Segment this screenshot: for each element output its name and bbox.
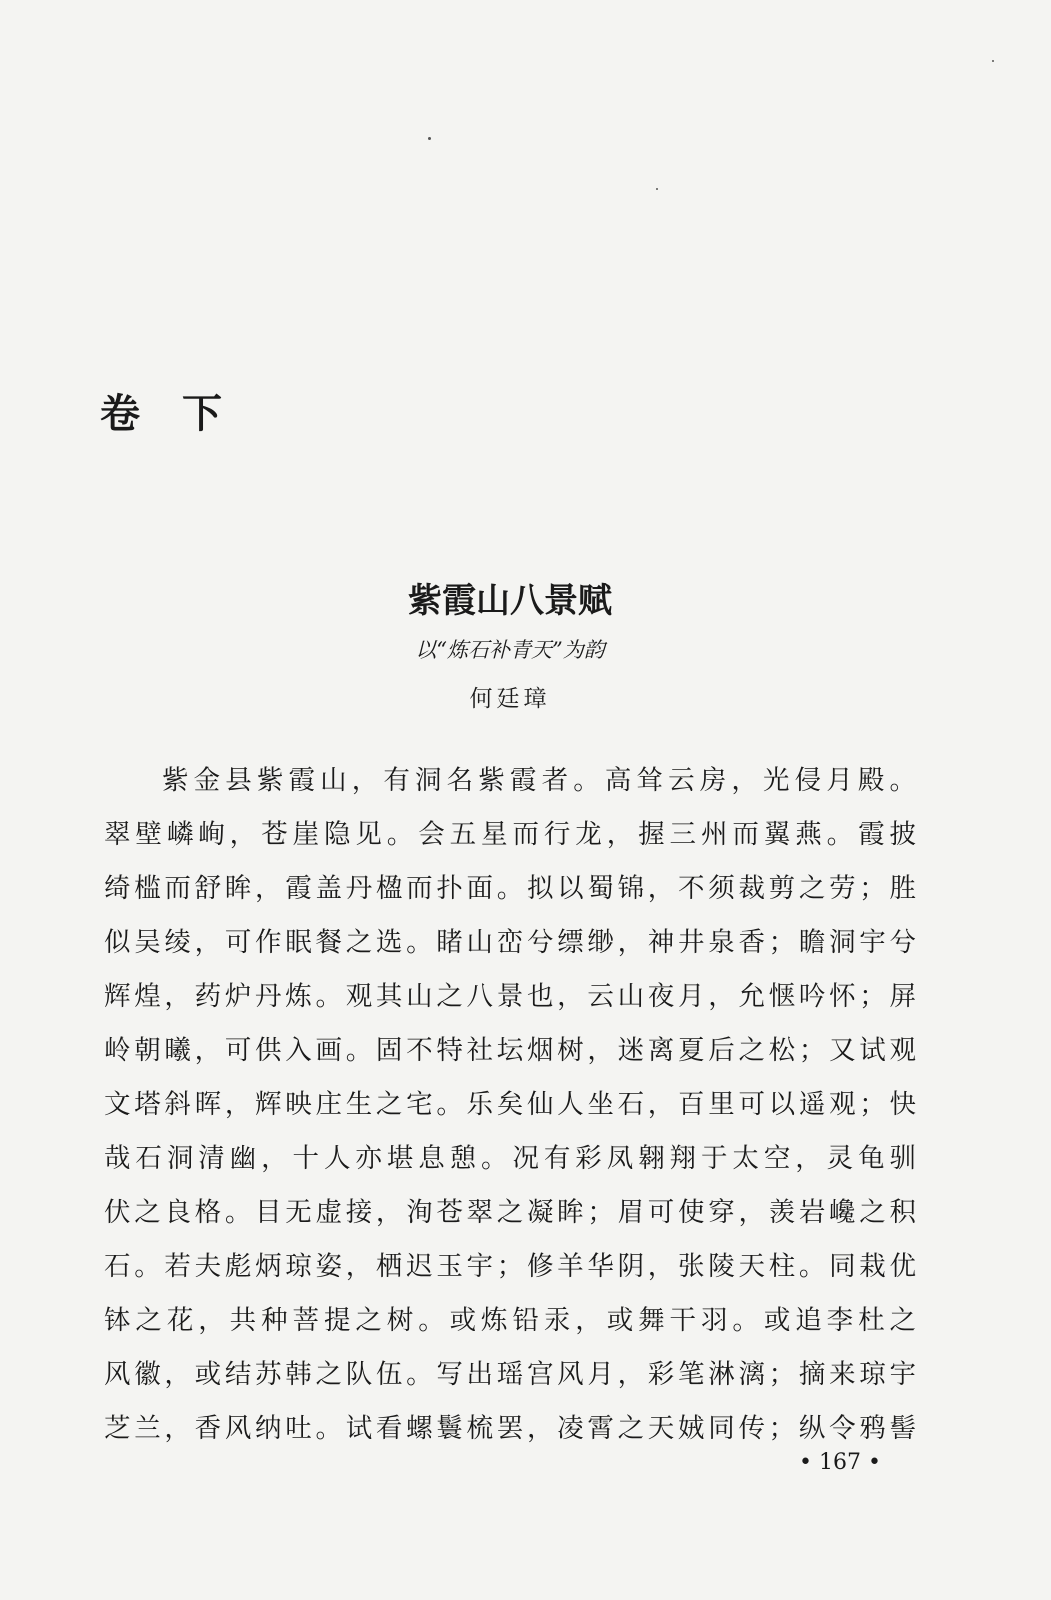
paper-speck bbox=[992, 60, 994, 62]
poem-title: 紫霞山八景赋 bbox=[408, 581, 612, 621]
paper-speck bbox=[428, 137, 431, 140]
text-line: 钵之花，共种菩提之树。或炼铅汞，或舞干羽。或追李杜之 bbox=[104, 1305, 916, 1336]
body-text bbox=[104, 754, 916, 1456]
text-line: 文塔斜晖，辉映庄生之宅。乐矣仙人坐石，百里可以遥观；快 bbox=[104, 1089, 916, 1120]
text-line: 石。若夫彪炳琼姿，栖迟玉宇；修羊华阴，张陵天柱。同栽优 bbox=[104, 1251, 916, 1282]
text-line: 似吴绫，可作眠餐之选。睹山峦兮缥缈，神井泉香；瞻洞宇兮 bbox=[104, 927, 916, 958]
paper-speck bbox=[656, 188, 658, 190]
text-line: 绮槛而舒眸，霞盖丹楹而扑面。拟以蜀锦，不须裁剪之劳；胜 bbox=[104, 873, 916, 904]
text-line: 紫金县紫霞山，有洞名紫霞者。高耸云房，光侵月殿。 bbox=[162, 765, 916, 796]
text-line: 翠壁嶙峋，苍崖隐见。会五星而行龙，握三州而翼燕。霞披 bbox=[104, 819, 916, 850]
text-line: 风徽，或结苏韩之队伍。写出瑶宫风月，彩笔淋漓；摘来琼宇 bbox=[104, 1359, 916, 1390]
text-line: 哉石洞清幽，十人亦堪息憩。况有彩凤翱翔于太空，灵龟驯 bbox=[104, 1143, 916, 1174]
text-line: 岭朝曦，可供入画。固不特社坛烟树，迷离夏后之松；又试观 bbox=[104, 1035, 916, 1066]
poem-subtitle: 以“炼石补青天”为韵 bbox=[415, 638, 605, 662]
page-number: • 167 • bbox=[799, 1450, 881, 1475]
poem-author: 何廷璋 bbox=[469, 686, 551, 712]
text-line: 伏之良格。目无虚接，洵苍翠之凝眸；眉可使穿，羡岩巉之积 bbox=[104, 1197, 916, 1228]
text-line: 辉煌，药炉丹炼。观其山之八景也，云山夜月，允惬吟怀；屏 bbox=[104, 981, 916, 1012]
section-title: 卷下 bbox=[100, 391, 264, 437]
text-line: 芝兰，香风纳吐。试看螺鬟梳罢，凌霄之天娀同传；纵令鸦髻 bbox=[104, 1413, 916, 1444]
